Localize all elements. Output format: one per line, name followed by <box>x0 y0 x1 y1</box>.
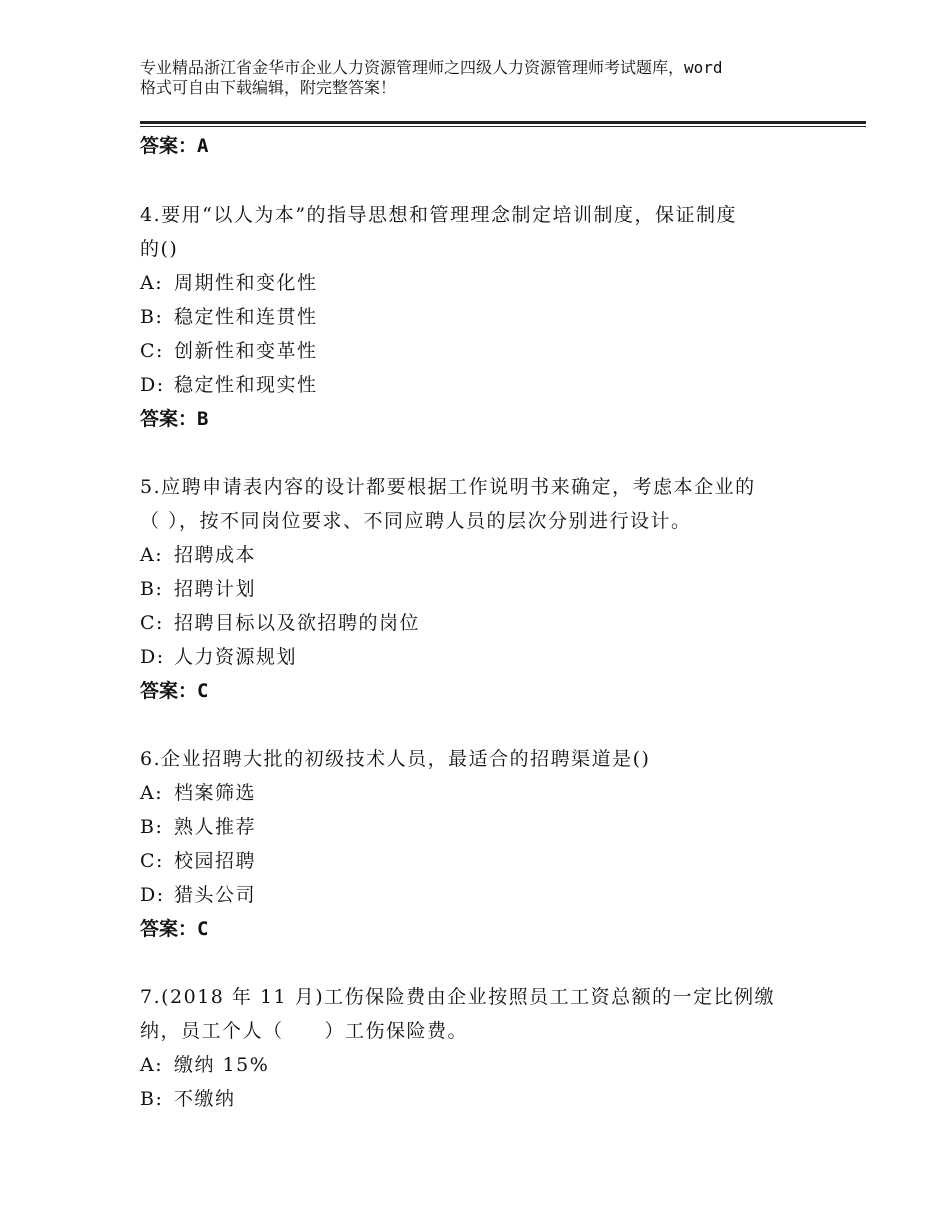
question-list <box>140 126 820 1116</box>
question-stem-continued: 的() <box>140 238 179 260</box>
option-a <box>140 776 820 810</box>
option-key: C: <box>140 340 164 362</box>
option-d <box>140 640 820 674</box>
option-b <box>140 572 820 606</box>
question-stem-continued: （ ），按不同岗位要求、不同应聘人员的层次分别进行设计。 <box>140 510 692 532</box>
option-b <box>140 300 820 334</box>
option-key: B: <box>140 578 164 600</box>
question-5 <box>140 470 820 708</box>
question-stem: 6.企业招聘大批的初级技术人员，最适合的招聘渠道是() <box>140 748 651 770</box>
option-text: 周期性和变化性 <box>174 272 318 294</box>
option-key: C: <box>140 850 164 872</box>
option-key: B: <box>140 816 164 838</box>
option-key: A: <box>140 544 164 566</box>
option-c <box>140 334 820 368</box>
option-key: A: <box>140 1054 164 1076</box>
option-d <box>140 878 820 912</box>
option-c <box>140 606 820 640</box>
answer-label: 答案：B <box>140 408 209 430</box>
option-text: 熟人推荐 <box>174 816 257 838</box>
question-stem-continued: 纳，员工个人（ ）工伤保险费。 <box>140 1020 469 1042</box>
option-text: 创新性和变革性 <box>174 340 318 362</box>
option-text: 猎头公司 <box>174 884 257 906</box>
question-7 <box>140 980 820 1116</box>
option-c <box>140 844 820 878</box>
option-text: 不缴纳 <box>174 1088 236 1110</box>
option-text: 校园招聘 <box>174 850 257 872</box>
option-a <box>140 538 820 572</box>
option-text: 招聘计划 <box>174 578 257 600</box>
question-4 <box>140 198 820 436</box>
question-stem: 5.应聘申请表内容的设计都要根据工作说明书来确定，考虑本企业的 <box>140 476 756 498</box>
option-text: 人力资源规划 <box>174 646 298 668</box>
header-line-2: 格式可自由下载编辑，附完整答案！ <box>140 78 397 97</box>
option-key: D: <box>140 374 165 396</box>
option-b <box>140 1082 820 1116</box>
option-text: 稳定性和连贯性 <box>174 306 318 328</box>
option-key: D: <box>140 884 165 906</box>
option-d <box>140 368 820 402</box>
question-6 <box>140 742 820 946</box>
option-a <box>140 1048 820 1082</box>
answer-label: 答案：A <box>140 135 209 157</box>
option-key: C: <box>140 612 164 634</box>
option-key: B: <box>140 306 164 328</box>
header-line-1: 专业精品浙江省金华市企业人力资源管理师之四级人力资源管理师考试题库，word <box>140 58 723 77</box>
answer-label: 答案：C <box>140 680 209 702</box>
option-b <box>140 810 820 844</box>
option-text: 档案筛选 <box>174 782 257 804</box>
document-header <box>140 58 840 98</box>
option-key: B: <box>140 1088 164 1110</box>
question-stem: 4.要用“以人为本”的指导思想和管理理念制定培训制度，保证制度 <box>140 204 738 226</box>
option-key: D: <box>140 646 165 668</box>
option-a <box>140 266 820 300</box>
answer-label: 答案：C <box>140 918 209 940</box>
question-stem: 7.(2018 年 11 月)工伤保险费由企业按照员工工资总额的一定比例缴 <box>140 986 776 1008</box>
option-text: 招聘成本 <box>174 544 257 566</box>
option-key: A: <box>140 272 164 294</box>
option-text: 稳定性和现实性 <box>174 374 318 396</box>
option-text: 招聘目标以及欲招聘的岗位 <box>174 612 421 634</box>
option-key: A: <box>140 782 164 804</box>
header-divider-thick <box>140 121 866 124</box>
option-text: 缴纳 15% <box>174 1054 270 1076</box>
